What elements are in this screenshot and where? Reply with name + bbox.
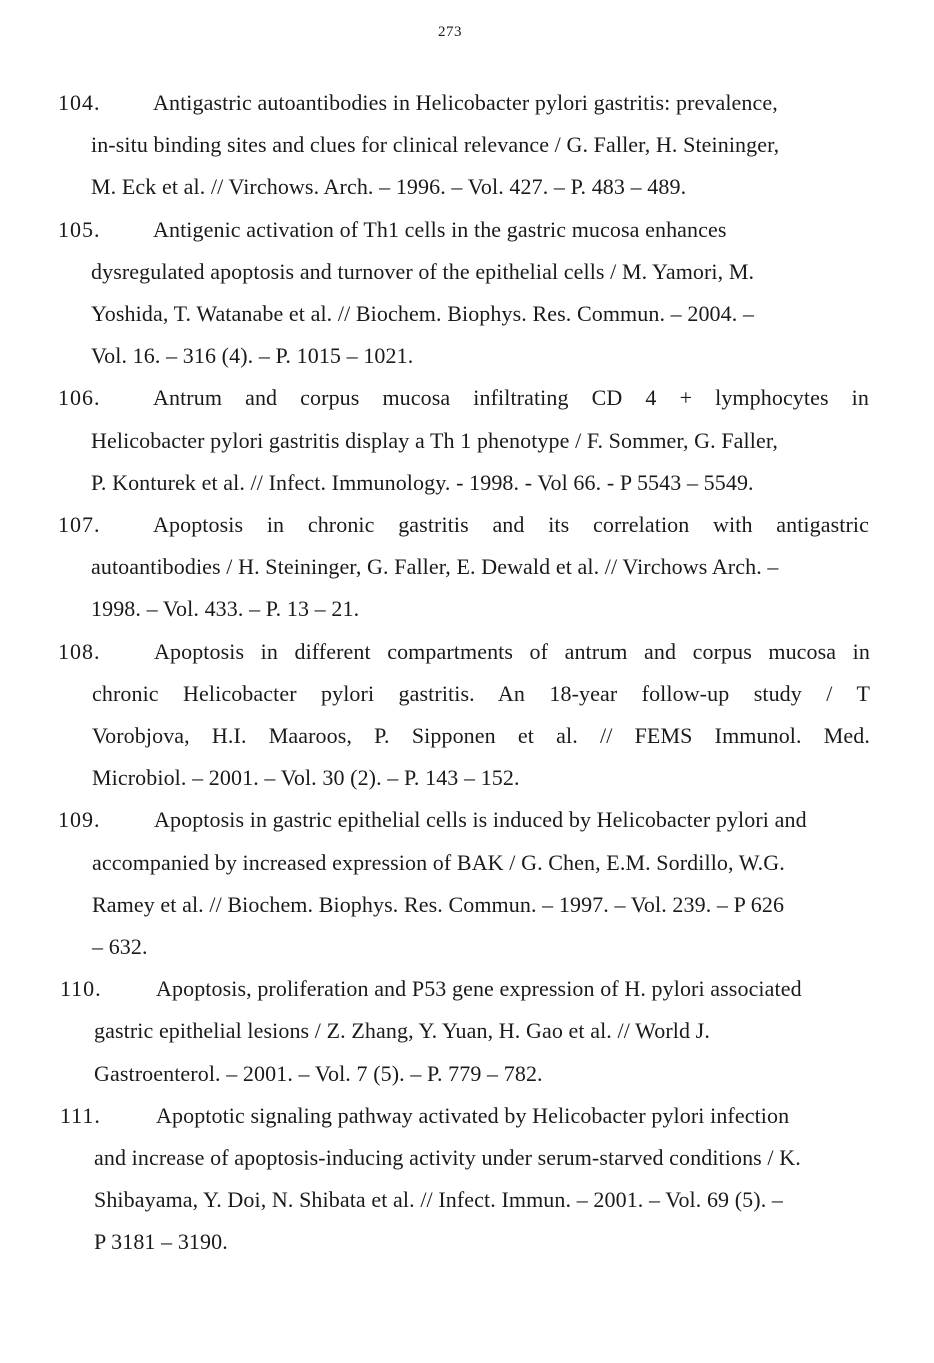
reference-item <box>0 504 934 631</box>
reference-number: 110. <box>60 976 102 1002</box>
reference-number: 104. <box>58 90 101 115</box>
reference-line: dysregulated apoptosis and turnover of the epithelial cells / M. Yamori, M. <box>91 258 755 284</box>
reference-line: Apoptosis in chronic gastritis and its correlation with antigastric <box>153 512 869 538</box>
reference-list <box>0 82 934 1264</box>
reference-line: Shibayama, Y. Doi, N. Shibata et al. // Infect. Immun. – 2001. – Vol. 69 (5). – <box>94 1187 784 1213</box>
reference-line: Apoptosis in different compartments of antrum and corpus mucosa in <box>154 638 870 664</box>
reference-line: autoantibodies / H. Steininger, G. Faller, E. Dewald et al. // Virchows Arch. – <box>91 554 779 580</box>
reference-line: in-situ binding sites and clues for clinical relevance / G. Faller, H. Steininger, <box>91 132 780 158</box>
reference-item <box>0 1095 934 1264</box>
reference-number: 108. <box>58 638 101 664</box>
reference-line: M. Eck et al. // Virchows. Arch. – 1996. – Vol. 427. – P. 483 – 489. <box>91 174 687 200</box>
reference-item <box>0 799 934 968</box>
reference-line: Vorobjova, H.I. Maaroos, P. Sipponen et al. // FEMS Immunol. Med. <box>92 723 870 749</box>
reference-line: P 3181 – 3190. <box>94 1229 228 1255</box>
reference-line: accompanied by increased expression of BAK / G. Chen, E.M. Sordillo, W.G. <box>92 849 785 875</box>
reference-line: chronic Helicobacter pylori gastritis. An 18-year follow-up study / T <box>92 680 870 706</box>
reference-line: Apoptotic signaling pathway activated by Helicobacter pylori infection <box>156 1102 790 1128</box>
reference-item <box>0 82 934 209</box>
reference-line: and increase of apoptosis-inducing activity under serum-starved conditions / K. <box>94 1145 801 1171</box>
reference-number: 105. <box>58 216 101 242</box>
reference-line: Helicobacter pylori gastritis display a Th 1 phenotype / F. Sommer, G. Faller, <box>91 427 778 453</box>
reference-line: Vol. 16. – 316 (4). – P. 1015 – 1021. <box>91 343 414 369</box>
reference-line: Antrum and corpus mucosa infiltrating CD 4 + lymphocytes in <box>153 385 869 411</box>
reference-line: Antigastric autoantibodies in Helicobacter pylori gastritis: prevalence, <box>153 90 778 115</box>
reference-line: Antigenic activation of Th1 cells in the gastric mucosa enhances <box>153 216 727 242</box>
reference-line: Gastroenterol. – 2001. – Vol. 7 (5). – P. 779 – 782. <box>94 1060 543 1086</box>
reference-line: Ramey et al. // Biochem. Biophys. Res. Commun. – 1997. – Vol. 239. – P 626 <box>92 891 785 917</box>
reference-line: Yoshida, T. Watanabe et al. // Biochem. Biophys. Res. Commun. – 2004. – <box>91 301 755 327</box>
reference-line: gastric epithelial lesions / Z. Zhang, Y. Yuan, H. Gao et al. // World J. <box>94 1018 710 1044</box>
page-number: 273 <box>438 24 462 40</box>
reference-line: 1998. – Vol. 433. – P. 13 – 21. <box>91 596 360 622</box>
reference-line: – 632. <box>92 934 148 960</box>
reference-number: 111. <box>60 1102 101 1128</box>
reference-line: Apoptosis in gastric epithelial cells is induced by Helicobacter pylori and <box>154 807 807 833</box>
reference-line: P. Konturek et al. // Infect. Immunology. - 1998. - Vol 66. - P 5543 – 5549. <box>91 469 754 495</box>
reference-line: Microbiol. – 2001. – Vol. 30 (2). – P. 143 – 152. <box>92 765 520 791</box>
reference-number: 106. <box>58 385 101 411</box>
reference-number: 109. <box>58 807 101 833</box>
reference-item <box>0 377 934 504</box>
reference-line: Apoptosis, proliferation and P53 gene expression of H. pylori associated <box>156 976 802 1002</box>
reference-item <box>0 968 934 1095</box>
reference-item <box>0 631 934 800</box>
reference-number: 107. <box>58 512 101 538</box>
reference-item <box>0 209 934 378</box>
